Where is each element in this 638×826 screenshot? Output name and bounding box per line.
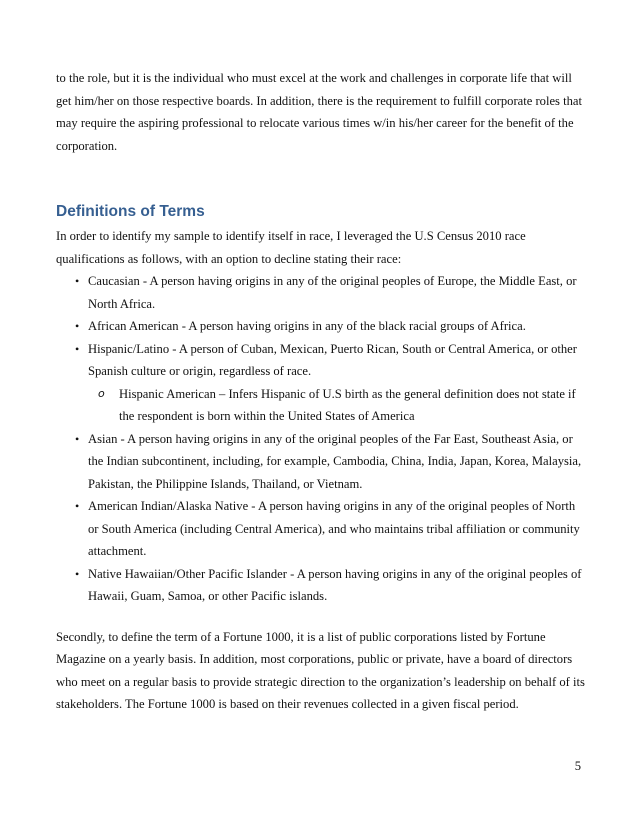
list-item [56,270,586,315]
sub-definitions-list [56,383,586,428]
list-item-text: Hispanic/Latino - A person of Cuban, Mexican, Puerto Rican, South or Central America, or other Spanish culture or origin, regardless of race. [88,341,577,378]
list-item-text: African American - A person having origins in any of the black racial groups of Africa. [88,319,526,333]
race-definitions-list-continued [56,428,586,608]
list-item-text: Asian - A person having origins in any of the original peoples of the Far East, Southeast Asia, or the Indian subcontinent, including, for example, Cambodia, China, India, Japan, Korea, Malaysia, Pakistan, the Philippine Islands, Thailand, or Vietnam. [88,431,582,491]
definitions-intro: In order to identify my sample to identify itself in race, I leveraged the U.S Census 2010 race qualifications as follows, with an option to decline stating their race: [56,229,526,266]
list-item-text: American Indian/Alaska Native - A person having origins in any of the original peoples of North or South America (including Central America), and who maintains tribal affiliation or community attachment. [88,499,580,558]
bullet-icon: • [75,341,80,356]
bullet-icon: • [75,566,80,581]
intro-paragraph: to the role, but it is the individual who must excel at the work and challenges in corporate life that will get him/her on those respective boards. In addition, there is the requirement to fulfill corporate roles that may require the aspiring professional to relocate various times w/in his/her career for the benefit of the corporation. [56,71,582,153]
hollow-bullet-icon: o [98,386,105,400]
fortune-paragraph: Secondly, to define the term of a Fortune 1000, it is a list of public corporations listed by Fortune Magazine on a yearly basis. In addition, most corporations, public or private, have a board of directors who meet on a regular basis to provide strategic direction to the organization’s leadership on behalf of its stakeholders. The Fortune 1000 is based on their revenues collected in a given fiscal period. [56,629,585,711]
list-item-text: Native Hawaiian/Other Pacific Islander - A person having origins in any of the original peoples of Hawaii, Guam, Samoa, or other Pacific islands. [88,566,582,603]
page-body [56,67,586,716]
list-item [56,495,586,563]
list-item [56,428,586,496]
race-definitions-list [56,270,586,383]
bullet-icon: • [75,274,80,288]
list-item [56,315,586,338]
sub-list-item [88,383,586,428]
page-number: 5 [574,759,581,773]
section-heading: Definitions of Terms [56,203,205,220]
sub-list-item-text: Hispanic American – Infers Hispanic of U.S birth as the general definition does not state if the respondent is born within the United States of America [119,386,576,423]
bullet-icon: • [75,499,80,513]
bullet-icon: • [75,431,80,446]
list-item [56,563,586,608]
bullet-icon: • [75,319,80,333]
list-item-text: Caucasian - A person having origins in any of the original peoples of Europe, the Middle East, or North Africa. [88,274,577,311]
list-item [56,338,586,383]
